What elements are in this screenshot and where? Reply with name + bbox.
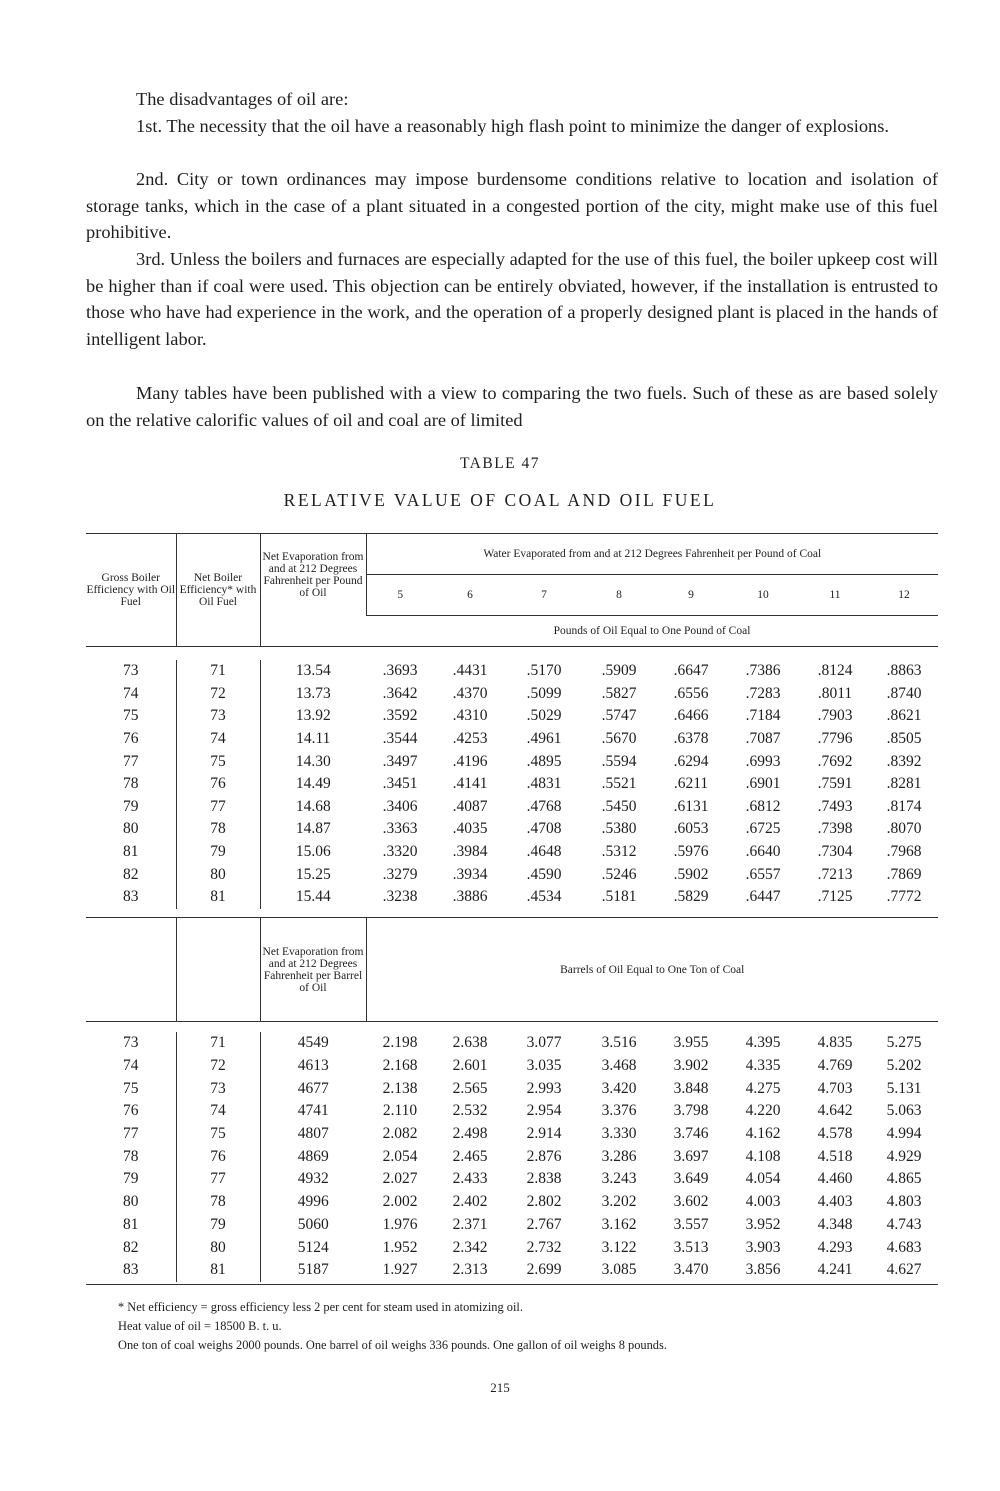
cell-evap-9: 3.955 (673, 1034, 709, 1052)
cell-evap-11: .7903 (817, 707, 853, 725)
cell-evap-12: .7772 (886, 888, 922, 906)
cell-evap-5: .3642 (382, 684, 418, 702)
cell-gross-efficiency: 83 (86, 1259, 176, 1282)
cell-evap-11: 4.293 (817, 1238, 853, 1256)
cell-evap-11: .7591 (817, 775, 853, 793)
cell-evap-10: 4.220 (745, 1102, 781, 1120)
cell-evap-11: .8124 (817, 662, 853, 680)
cell-gross-efficiency: 77 (86, 750, 176, 773)
cell-evap-8: .5181 (601, 888, 637, 906)
table-number: TABLE 47 (459, 455, 541, 472)
header-evap-8: 8 (616, 589, 622, 602)
cell-evap-10: .6557 (745, 865, 781, 883)
cell-net-efficiency: 78 (176, 818, 260, 841)
cell-evap-6: 2.313 (452, 1261, 488, 1279)
cell-evap-5: .3592 (382, 707, 418, 725)
footnote-heat-value: Heat value of oil = 18500 B. t. u. (118, 1319, 282, 1333)
cell-net-evaporation: 13.92 (295, 707, 331, 725)
cell-evap-9: .6211 (673, 775, 709, 793)
cell-evap-12: .8392 (886, 752, 922, 770)
cell-evap-7: 2.876 (526, 1147, 562, 1165)
cell-evap-9: 3.513 (673, 1238, 709, 1256)
table-row (86, 773, 938, 796)
cell-net-evaporation: 4613 (297, 1057, 329, 1075)
cell-evap-9: 3.602 (673, 1193, 709, 1211)
table-header-section-2 (86, 917, 938, 1022)
cell-evap-10: .6640 (745, 843, 781, 861)
cell-evap-6: .4035 (452, 820, 488, 838)
cell-evap-9: .6466 (673, 707, 709, 725)
cell-net-evaporation: 15.06 (295, 843, 331, 861)
table-row (86, 1168, 938, 1191)
cell-evap-7: .4895 (526, 752, 562, 770)
cell-net-evaporation: 4869 (297, 1147, 329, 1165)
cell-evap-10: .6993 (745, 752, 781, 770)
cell-evap-5: 1.976 (382, 1215, 418, 1233)
cell-evap-6: 2.433 (452, 1170, 488, 1188)
cell-evap-10: 4.162 (745, 1125, 781, 1143)
cell-evap-10: 3.856 (745, 1261, 781, 1279)
cell-evap-5: 2.082 (382, 1125, 418, 1143)
header-evap-11: 11 (829, 589, 841, 602)
cell-evap-5: .3451 (382, 775, 418, 793)
cell-evap-12: 4.929 (886, 1147, 922, 1165)
cell-evap-10: 3.903 (745, 1238, 781, 1256)
cell-evap-11: .7796 (817, 730, 853, 748)
section-2-rows (86, 1032, 938, 1282)
header-evap-7: 7 (541, 589, 547, 602)
cell-evap-5: .3497 (382, 752, 418, 770)
cell-evap-9: 3.902 (673, 1057, 709, 1075)
header-evap-12: 12 (898, 589, 910, 602)
cell-evap-11: .7493 (817, 797, 853, 815)
cell-evap-11: .7692 (817, 752, 853, 770)
cell-evap-7: .4590 (526, 865, 562, 883)
table-row (86, 1077, 938, 1100)
cell-gross-efficiency: 77 (86, 1123, 176, 1146)
header-evap-5: 5 (366, 575, 434, 616)
cell-evap-10: .7087 (745, 730, 781, 748)
cell-evap-8: .5450 (601, 797, 637, 815)
cell-evap-5: 1.927 (382, 1261, 418, 1279)
table-row (86, 728, 938, 751)
cell-gross-efficiency: 80 (86, 1191, 176, 1214)
cell-net-efficiency: 81 (176, 1259, 260, 1282)
cell-evap-11: 4.403 (817, 1193, 853, 1211)
cell-evap-8: .5521 (601, 775, 637, 793)
header-net-evaporation-barrel: Net Evaporation from and at 212 Degrees Fahrenheit per Barrel of Oil (260, 918, 366, 1022)
cell-evap-12: .8740 (886, 684, 922, 702)
cell-evap-8: .5747 (601, 707, 637, 725)
cell-evap-12: 5.063 (886, 1102, 922, 1120)
cell-net-efficiency: 80 (176, 1236, 260, 1259)
cell-gross-efficiency: 74 (86, 683, 176, 706)
header-net-evaporation-pound: Net Evaporation from and at 212 Degrees Fahrenheit per Pound of Oil (262, 550, 364, 599)
cell-net-efficiency: 74 (176, 1100, 260, 1123)
cell-evap-11: .8011 (817, 684, 853, 702)
cell-gross-efficiency: 80 (86, 818, 176, 841)
table-row (86, 1123, 938, 1146)
cell-evap-9: 3.746 (673, 1125, 709, 1143)
cell-gross-efficiency: 75 (86, 1077, 176, 1100)
cell-net-efficiency: 71 (176, 660, 260, 683)
cell-evap-6: .4196 (452, 752, 488, 770)
cell-gross-efficiency: 78 (86, 1145, 176, 1168)
cell-net-evaporation: 4549 (297, 1034, 329, 1052)
cell-evap-12: 4.994 (886, 1125, 922, 1143)
cell-evap-12: .8174 (886, 797, 922, 815)
table-section-2 (86, 1032, 939, 1282)
cell-net-efficiency: 73 (176, 1077, 260, 1100)
header-gross-efficiency: Gross Boiler Efficiency with Oil Fuel (86, 534, 176, 647)
cell-evap-6: 2.465 (452, 1147, 488, 1165)
cell-evap-12: 4.803 (886, 1193, 922, 1211)
cell-evap-5: 2.138 (382, 1079, 418, 1097)
cell-evap-11: 4.578 (817, 1125, 853, 1143)
cell-evap-6: .4141 (452, 775, 488, 793)
table-bottom-rule (86, 1284, 938, 1285)
cell-evap-5: .3279 (382, 865, 418, 883)
cell-evap-7: .5170 (526, 662, 562, 680)
cell-evap-7: .4648 (526, 843, 562, 861)
table-row (86, 841, 938, 864)
cell-evap-8: .5909 (601, 662, 637, 680)
cell-gross-efficiency: 76 (86, 1100, 176, 1123)
table-row (86, 1191, 938, 1214)
cell-evap-10: 3.952 (745, 1215, 781, 1233)
cell-evap-6: 2.342 (452, 1238, 488, 1256)
header-net-efficiency: Net Boiler Efficiency* with Oil Fuel (176, 534, 260, 647)
cell-net-efficiency: 72 (176, 683, 260, 706)
table-row (86, 1259, 938, 1282)
cell-evap-8: 3.202 (601, 1193, 637, 1211)
cell-net-efficiency: 75 (176, 1123, 260, 1146)
cell-evap-8: 3.122 (601, 1238, 637, 1256)
table-row (86, 750, 938, 773)
section-1-rows (86, 660, 938, 909)
cell-evap-8: .5380 (601, 820, 637, 838)
paragraph-intro: The disadvantages of oil are: (136, 89, 349, 109)
cell-evap-11: .7213 (817, 865, 853, 883)
table-row (86, 1145, 938, 1168)
cell-evap-7: .4708 (526, 820, 562, 838)
table-row (86, 1055, 938, 1078)
cell-evap-10: 4.335 (745, 1057, 781, 1075)
footnote-weights: One ton of coal weighs 2000 pounds. One barrel of oil weighs 336 pounds. One gallon of oil weighs 8 pounds. (118, 1338, 667, 1352)
cell-evap-9: 3.557 (673, 1215, 709, 1233)
cell-net-evaporation: 4932 (297, 1170, 329, 1188)
paragraph-item-2: 2nd. City or town ordinances may impose burdensome conditions relative to location and isolation of storage tanks, which in the case of a plant situated in a congested portion of the city, might make use of this fuel prohibitive. (86, 169, 938, 243)
cell-evap-12: .8863 (886, 662, 922, 680)
cell-evap-5: 2.198 (382, 1034, 418, 1052)
cell-net-evaporation: 14.11 (296, 730, 331, 748)
cell-evap-5: .3406 (382, 797, 418, 815)
header-evap-10: 10 (757, 589, 769, 602)
cell-evap-10: .6725 (745, 820, 781, 838)
cell-evap-7: 3.035 (526, 1057, 562, 1075)
cell-evap-6: 2.601 (452, 1057, 488, 1075)
cell-evap-5: .3544 (382, 730, 418, 748)
cell-evap-7: .4961 (526, 730, 562, 748)
cell-evap-5: .3363 (382, 820, 418, 838)
cell-net-evaporation: 4741 (297, 1102, 329, 1120)
cell-evap-6: .4370 (452, 684, 488, 702)
cell-evap-8: .5827 (601, 684, 637, 702)
cell-evap-12: .8621 (886, 707, 922, 725)
table-row (86, 1032, 938, 1055)
cell-gross-efficiency: 79 (86, 796, 176, 819)
table-row (86, 1236, 938, 1259)
cell-evap-7: .5099 (526, 684, 562, 702)
paragraph-closing: Many tables have been published with a view to comparing the two fuels. Such of these as are based solely on the relative calorific values of oil and coal are of limited (86, 383, 938, 430)
cell-net-evaporation: 15.25 (295, 865, 331, 883)
cell-evap-12: 4.865 (886, 1170, 922, 1188)
cell-net-efficiency: 76 (176, 1145, 260, 1168)
cell-evap-5: 1.952 (382, 1238, 418, 1256)
cell-gross-efficiency: 74 (86, 1055, 176, 1078)
cell-gross-efficiency: 81 (86, 841, 176, 864)
table-header-section-1 (86, 533, 938, 647)
table-section-1 (86, 660, 939, 909)
cell-evap-5: .3693 (382, 662, 418, 680)
cell-evap-9: 3.470 (673, 1261, 709, 1279)
cell-evap-7: .4831 (526, 775, 562, 793)
cell-evap-12: 5.275 (886, 1034, 922, 1052)
cell-evap-6: .3984 (452, 843, 488, 861)
cell-evap-5: 2.110 (382, 1102, 418, 1120)
cell-evap-9: 3.649 (673, 1170, 709, 1188)
cell-evap-9: .5976 (673, 843, 709, 861)
cell-evap-6: .4087 (452, 797, 488, 815)
cell-net-efficiency: 79 (176, 1214, 260, 1237)
cell-evap-10: .6447 (745, 888, 781, 906)
cell-evap-7: .4768 (526, 797, 562, 815)
cell-evap-6: .4310 (452, 707, 488, 725)
cell-net-efficiency: 77 (176, 796, 260, 819)
cell-evap-6: 2.371 (452, 1215, 488, 1233)
cell-evap-11: .7125 (817, 888, 853, 906)
cell-evap-11: 4.348 (817, 1215, 853, 1233)
cell-evap-8: 3.162 (601, 1215, 637, 1233)
cell-evap-5: 2.168 (382, 1057, 418, 1075)
cell-gross-efficiency: 82 (86, 1236, 176, 1259)
cell-evap-7: 2.699 (526, 1261, 562, 1279)
cell-net-efficiency: 77 (176, 1168, 260, 1191)
cell-net-efficiency: 81 (176, 886, 260, 909)
cell-evap-7: 2.993 (526, 1079, 562, 1097)
cell-evap-7: 2.914 (526, 1125, 562, 1143)
cell-evap-11: 4.241 (817, 1261, 853, 1279)
cell-evap-5: 2.054 (382, 1147, 418, 1165)
footnote-net-efficiency: * Net efficiency = gross efficiency less 2 per cent for steam used in atomizing oil. (118, 1300, 523, 1314)
cell-evap-7: 2.838 (526, 1170, 562, 1188)
cell-evap-8: 3.330 (601, 1125, 637, 1143)
cell-evap-8: 3.420 (601, 1079, 637, 1097)
header-evap-9: 9 (688, 589, 694, 602)
page-number: 215 (490, 1380, 510, 1395)
cell-net-efficiency: 79 (176, 841, 260, 864)
cell-evap-11: 4.769 (817, 1057, 853, 1075)
cell-net-evaporation: 14.49 (295, 775, 331, 793)
cell-net-evaporation: 14.87 (295, 820, 331, 838)
table-title: RELATIVE VALUE OF COAL AND OIL FUEL (283, 490, 717, 510)
cell-evap-10: 4.275 (745, 1079, 781, 1097)
paragraph-item-3: 3rd. Unless the boilers and furnaces are especially adapted for the use of this fuel, the boiler upkeep cost will be higher than if coal were used. This objection can be entirely obviated, however, if the installation is entrusted to those who have had experience in the work, and the operation of a properly designed plant is placed in the hands of intelligent labor. (86, 249, 938, 350)
cell-gross-efficiency: 78 (86, 773, 176, 796)
cell-evap-9: .6556 (673, 684, 709, 702)
cell-net-evaporation: 13.54 (295, 662, 331, 680)
table-row (86, 886, 938, 909)
cell-net-efficiency: 76 (176, 773, 260, 796)
cell-evap-10: .6812 (745, 797, 781, 815)
header-evap-6: 6 (467, 589, 473, 602)
section-2-label: Barrels of Oil Equal to One Ton of Coal (560, 963, 745, 976)
cell-evap-5: .3238 (382, 888, 418, 906)
cell-evap-6: 2.532 (452, 1102, 488, 1120)
cell-evap-7: .4534 (526, 888, 562, 906)
cell-gross-efficiency: 81 (86, 1214, 176, 1237)
table-row (86, 683, 938, 706)
cell-evap-9: .6131 (673, 797, 709, 815)
cell-evap-9: .6378 (673, 730, 709, 748)
cell-evap-8: 3.376 (601, 1102, 637, 1120)
cell-evap-12: .8281 (886, 775, 922, 793)
cell-net-evaporation: 5060 (297, 1215, 329, 1233)
cell-evap-10: 4.003 (745, 1193, 781, 1211)
cell-evap-12: 4.627 (886, 1261, 922, 1279)
cell-net-evaporation: 5187 (297, 1261, 329, 1279)
cell-net-evaporation: 14.68 (295, 797, 331, 815)
cell-gross-efficiency: 82 (86, 863, 176, 886)
cell-evap-11: .7398 (817, 820, 853, 838)
cell-evap-8: 3.516 (601, 1034, 637, 1052)
cell-evap-7: 3.077 (526, 1034, 562, 1052)
cell-gross-efficiency: 73 (86, 1032, 176, 1055)
cell-evap-8: .5312 (601, 843, 637, 861)
cell-evap-7: 2.732 (526, 1238, 562, 1256)
cell-evap-9: .5829 (673, 888, 709, 906)
table-row (86, 818, 938, 841)
cell-net-efficiency: 75 (176, 750, 260, 773)
table-row (86, 1214, 938, 1237)
paragraph-item-1: 1st. The necessity that the oil have a reasonably high flash point to minimize the danger of explosions. (136, 116, 889, 136)
cell-evap-9: 3.848 (673, 1079, 709, 1097)
cell-evap-8: 3.243 (601, 1170, 637, 1188)
cell-evap-9: .6053 (673, 820, 709, 838)
cell-evap-9: 3.697 (673, 1147, 709, 1165)
table-row (86, 660, 938, 683)
cell-evap-5: 2.027 (382, 1170, 418, 1188)
cell-evap-11: 4.703 (817, 1079, 853, 1097)
cell-evap-12: 4.683 (886, 1238, 922, 1256)
table-row (86, 796, 938, 819)
cell-evap-11: .7304 (817, 843, 853, 861)
cell-evap-7: 2.954 (526, 1102, 562, 1120)
cell-evap-8: .5246 (601, 865, 637, 883)
cell-evap-8: 3.468 (601, 1057, 637, 1075)
cell-evap-12: 4.743 (886, 1215, 922, 1233)
cell-evap-9: .5902 (673, 865, 709, 883)
cell-gross-efficiency: 83 (86, 886, 176, 909)
cell-net-efficiency: 71 (176, 1032, 260, 1055)
cell-evap-12: 5.131 (886, 1079, 922, 1097)
cell-evap-6: 2.638 (452, 1034, 488, 1052)
cell-net-evaporation: 15.44 (295, 888, 331, 906)
cell-evap-6: 2.402 (452, 1193, 488, 1211)
header-water-evaporated: Water Evaporated from and at 212 Degrees Fahrenheit per Pound of Coal (366, 534, 938, 575)
cell-evap-10: .7283 (745, 684, 781, 702)
cell-evap-6: .3886 (452, 888, 488, 906)
cell-net-evaporation: 4807 (297, 1125, 329, 1143)
cell-evap-6: .4431 (452, 662, 488, 680)
cell-evap-7: 2.802 (526, 1193, 562, 1211)
cell-evap-10: 4.108 (745, 1147, 781, 1165)
cell-net-efficiency: 78 (176, 1191, 260, 1214)
cell-evap-5: 2.002 (382, 1193, 418, 1211)
cell-net-efficiency: 73 (176, 705, 260, 728)
cell-evap-12: .7869 (886, 865, 922, 883)
cell-evap-12: .8505 (886, 730, 922, 748)
table-row (86, 863, 938, 886)
cell-evap-7: .5029 (526, 707, 562, 725)
cell-evap-5: .3320 (382, 843, 418, 861)
cell-evap-12: .7968 (886, 843, 922, 861)
cell-net-evaporation: 13.73 (295, 684, 331, 702)
cell-evap-9: .6294 (673, 752, 709, 770)
table-row (86, 1100, 938, 1123)
cell-evap-10: .6901 (745, 775, 781, 793)
cell-evap-11: 4.642 (817, 1102, 853, 1120)
cell-evap-7: 2.767 (526, 1215, 562, 1233)
cell-evap-8: .5594 (601, 752, 637, 770)
cell-net-efficiency: 80 (176, 863, 260, 886)
cell-gross-efficiency: 79 (86, 1168, 176, 1191)
cell-evap-8: 3.286 (601, 1147, 637, 1165)
cell-evap-10: 4.054 (745, 1170, 781, 1188)
cell-evap-9: 3.798 (673, 1102, 709, 1120)
cell-evap-8: .5670 (601, 730, 637, 748)
cell-evap-9: .6647 (673, 662, 709, 680)
cell-evap-10: .7184 (745, 707, 781, 725)
cell-gross-efficiency: 73 (86, 660, 176, 683)
cell-net-evaporation: 14.30 (295, 752, 331, 770)
cell-evap-6: 2.498 (452, 1125, 488, 1143)
cell-evap-11: 4.518 (817, 1147, 853, 1165)
cell-evap-6: 2.565 (452, 1079, 488, 1097)
cell-evap-6: .4253 (452, 730, 488, 748)
cell-evap-10: .7386 (745, 662, 781, 680)
cell-evap-12: 5.202 (886, 1057, 922, 1075)
cell-net-efficiency: 72 (176, 1055, 260, 1078)
cell-evap-6: .3934 (452, 865, 488, 883)
cell-net-evaporation: 4996 (297, 1193, 329, 1211)
cell-evap-10: 4.395 (745, 1034, 781, 1052)
cell-evap-12: .8070 (886, 820, 922, 838)
cell-evap-8: 3.085 (601, 1261, 637, 1279)
cell-evap-11: 4.835 (817, 1034, 853, 1052)
cell-gross-efficiency: 76 (86, 728, 176, 751)
cell-net-evaporation: 4677 (297, 1079, 329, 1097)
cell-gross-efficiency: 75 (86, 705, 176, 728)
cell-net-efficiency: 74 (176, 728, 260, 751)
cell-evap-11: 4.460 (817, 1170, 853, 1188)
section-1-label: Pounds of Oil Equal to One Pound of Coal (366, 616, 938, 647)
table-row (86, 705, 938, 728)
cell-net-evaporation: 5124 (297, 1238, 329, 1256)
